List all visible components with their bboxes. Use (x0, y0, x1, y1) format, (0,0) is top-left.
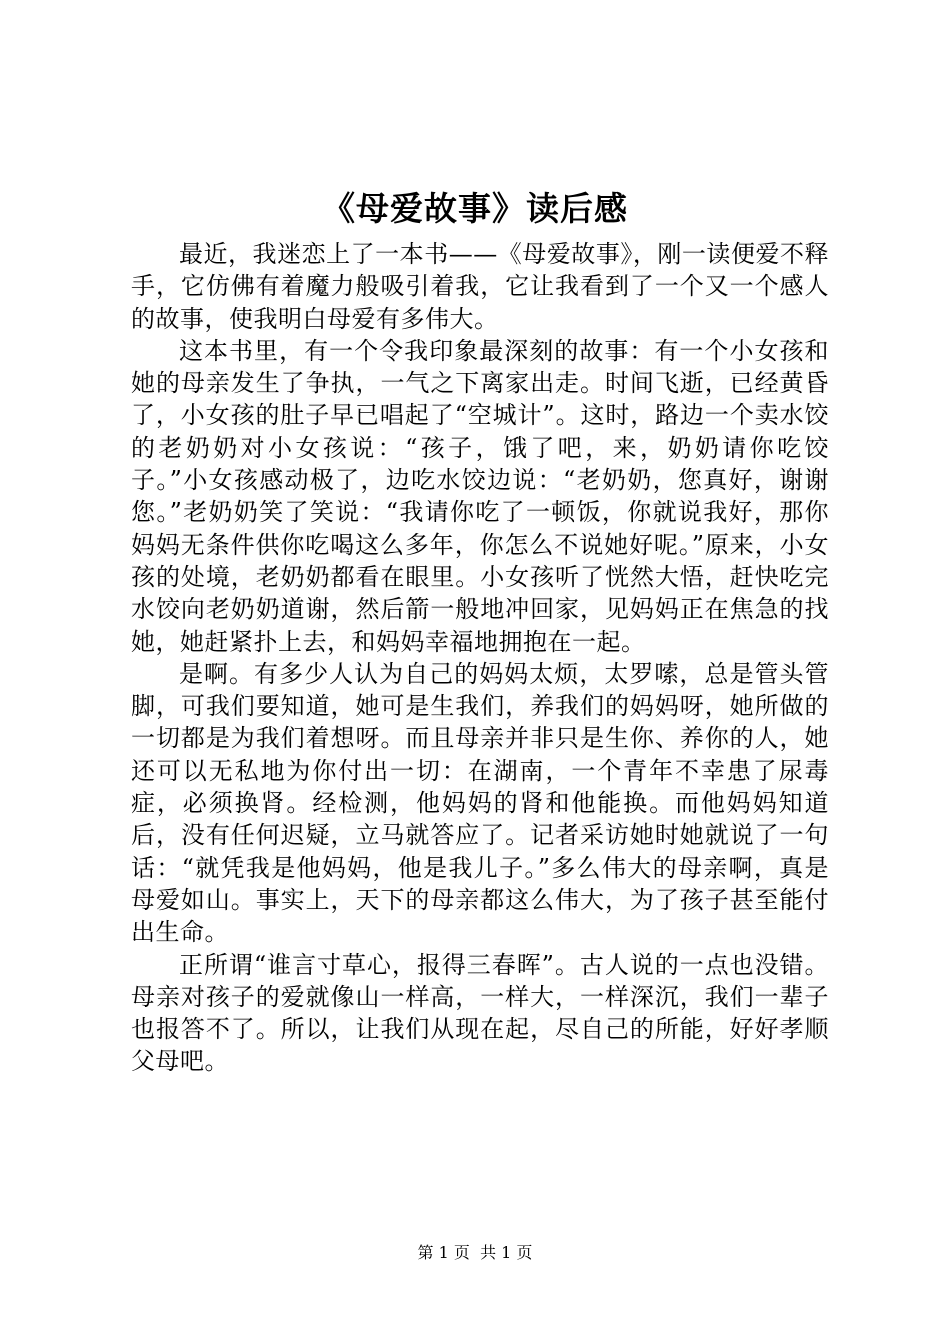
document-body (131, 238, 829, 1078)
paragraph-2: 这本书里，有一个令我印象最深刻的故事：有一个小女孩和她的母亲发生了争执，一气之下离家出走。时间飞逝，已经黄昏了，小女孩的肚子早已唱起了“空城计”。这时，路边一个卖水饺的老奶奶对小女孩说：“孩子，饿了吧，来，奶奶请你吃饺子。”小女孩感动极了，边吃水饺边说：“老奶奶，您真好，谢谢您。”老奶奶笑了笑说：“我请你吃了一顿饭，你就说我好，那你妈妈无条件供你吃喝这么多年，你怎么不说她好呢。”原来，小女孩的处境，老奶奶都看在眼里。小女孩听了恍然大悟，赶快吃完水饺向老奶奶道谢，然后箭一般地冲回家，见妈妈正在焦急的找她，她赶紧扑上去，和妈妈幸福地拥抱在一起。 (131, 336, 829, 656)
page-footer (0, 1242, 950, 1264)
paragraph-1: 最近，我迷恋上了一本书——《母爱故事》，刚一读便爱不释手，它仿佛有着魔力般吸引着我，它让我看到了一个又一个感人的故事，使我明白母爱有多伟大。 (131, 240, 829, 333)
document-title: 《母爱故事》读后感 (322, 189, 628, 228)
paragraph-4: 正所谓“谁言寸草心，报得三春晖”。古人说的一点也没错。母亲对孩子的爱就像山一样高，一样大，一样深沉，我们一辈子也报答不了。所以，让我们从现在起，尽自己的所能，好好孝顺父母吧。 (131, 950, 829, 1076)
paragraph-3: 是啊。有多少人认为自己的妈妈太烦，太罗嗦，总是管头管脚，可我们要知道，她可是生我们，养我们的妈妈呀，她所做的一切都是为我们着想呀。而且母亲并非只是生你、养你的人，她还可以无私地为你付出一切：在湖南，一个青年不幸患了尿毒症，必须换肾。经检测，他妈妈的肾和他能换。而他妈妈知道后，没有任何迟疑，立马就答应了。记者采访她时她就说了一句话：“就凭我是他妈妈，他是我儿子。”多么伟大的母亲啊，真是母爱如山。事实上，天下的母亲都这么伟大，为了孩子甚至能付出生命。 (131, 659, 829, 947)
page-number-label: 第 1 页 共 1 页 (417, 1243, 533, 1262)
